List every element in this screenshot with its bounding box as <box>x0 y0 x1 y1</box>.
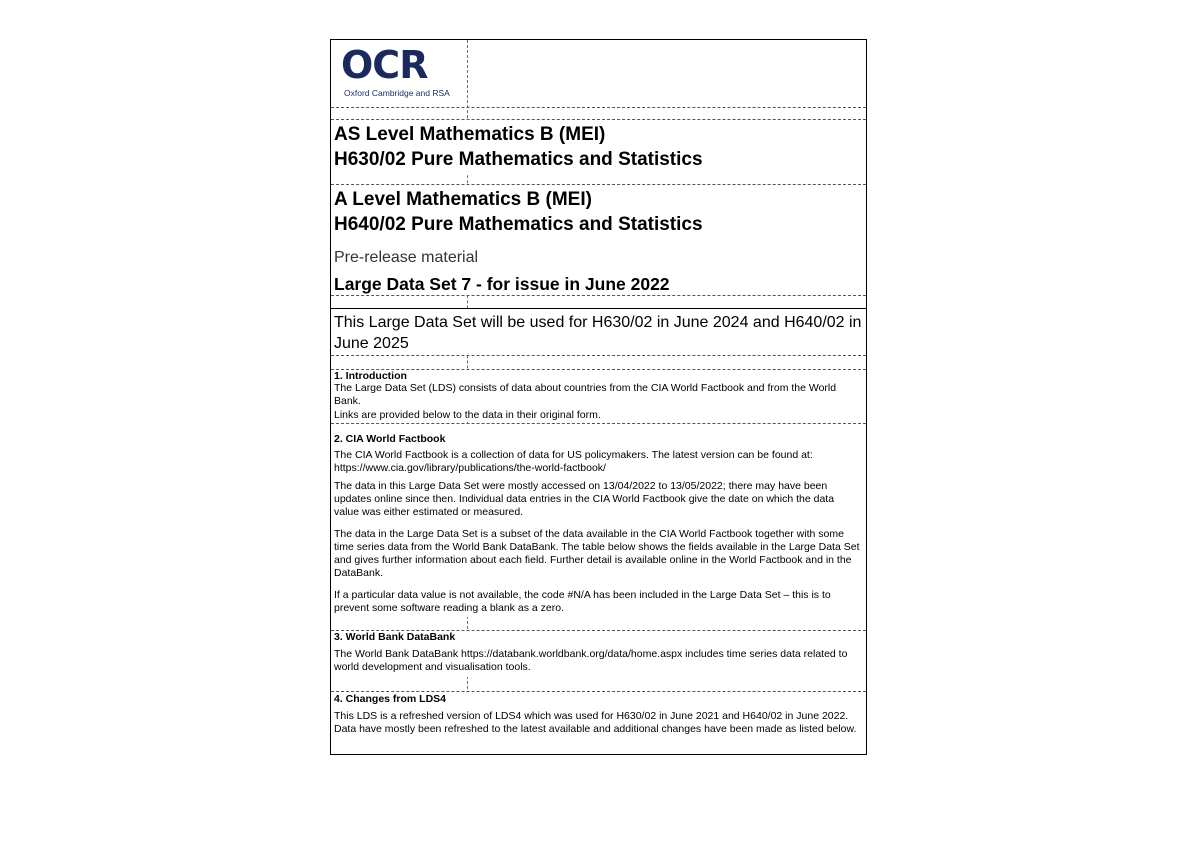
ocr-logo <box>341 43 459 102</box>
world-bank-heading: 3. World Bank DataBank <box>334 631 456 643</box>
usage-note: This Large Data Set will be used for H630/02 in June 2024 and H640/02 in June 2025 <box>334 314 862 352</box>
row-divider <box>331 107 866 108</box>
as-level-paper: H630/02 Pure Mathematics and Statistics <box>334 149 703 170</box>
row-divider <box>331 423 866 424</box>
a-level-title: A Level Mathematics B (MEI) <box>334 189 592 210</box>
cia-paragraph-2: The data in this Large Data Set were mostly accessed on 13/04/2022 to 13/05/2022; there may have been updates online since then. Individual data entries in the CIA World Factbook give the date on which the data value was either estimated or measured. <box>334 480 835 518</box>
ocr-logo-mark: OCR <box>341 43 428 87</box>
changes-heading: 4. Changes from LDS4 <box>334 693 447 705</box>
document-sheet <box>330 39 867 755</box>
pre-release-label: Pre-release material <box>334 249 479 266</box>
intro-paragraph: The Large Data Set (LDS) consists of data about countries from the CIA World Factbook and from the World Bank. <box>334 382 837 407</box>
cia-heading: 2. CIA World Factbook <box>334 433 446 445</box>
ocr-logo-subtitle: Oxford Cambridge and RSA <box>344 88 450 98</box>
intro-heading: 1. Introduction <box>334 370 407 382</box>
cia-paragraph-1: The CIA World Factbook is a collection of data for US policymakers. The latest version can be found at: https://www.cia.gov/library/publications/the-world-factbook/ <box>334 449 813 474</box>
a-level-paper: H640/02 Pure Mathematics and Statistics <box>334 214 703 235</box>
world-bank-paragraph: The World Bank DataBank https://databank.worldbank.org/data/home.aspx includes time series data related to world development and visualisation tools. <box>334 648 848 673</box>
large-data-set-title: Large Data Set 7 - for issue in June 2022 <box>334 274 670 294</box>
row-divider <box>331 355 866 356</box>
changes-paragraph: This LDS is a refreshed version of LDS4 which was used for H630/02 in June 2021 and H640/02 in June 2022. Data have mostly been refreshed to the latest available and additional changes have been made as listed below. <box>334 710 857 735</box>
cia-paragraph-4: If a particular data value is not available, the code #N/A has been included in the Large Data Set – this is to prevent some software reading a blank as a zero. <box>334 589 831 614</box>
row-divider <box>331 184 866 185</box>
row-divider <box>331 119 866 120</box>
cia-paragraph-3: The data in the Large Data Set is a subset of the data available in the CIA World Factbook together with some time series data from the World Bank DataBank. The table below shows the fields available in the Large Data Set and gives further information about each field. Further detail is available online in the World Factbook and in the DataBank. <box>334 528 860 579</box>
intro-links-note: Links are provided below to the data in their original form. <box>334 409 601 421</box>
as-level-title: AS Level Mathematics B (MEI) <box>334 124 606 145</box>
row-divider <box>331 295 866 296</box>
row-divider <box>331 691 866 692</box>
row-divider <box>331 308 866 309</box>
